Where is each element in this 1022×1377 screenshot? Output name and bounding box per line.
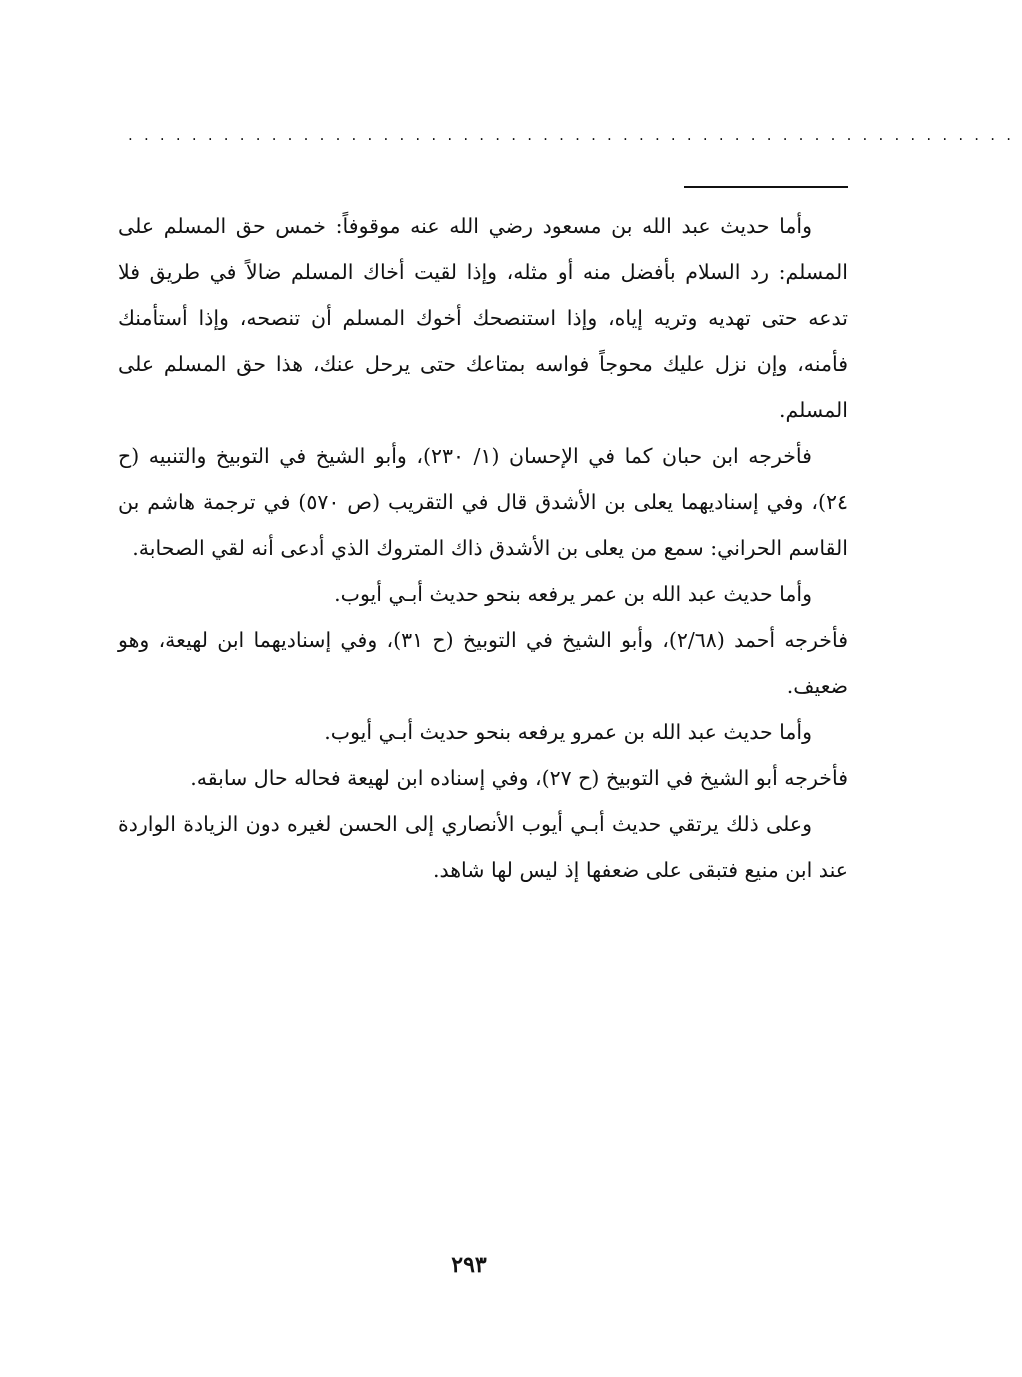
footnote-rule [684,186,848,188]
paragraph-ahmad-takhrij: فأخرجه أحمد (٢/٦٨)، وأبو الشيخ في التوبيخ (ح ٣١)، وفي إسناديهما ابن لهيعة، وهو ضعيف. [118,628,849,698]
body-text [118,203,848,893]
paragraph-abu-al-shaykh-takhrij: فأخرجه أبو الشيخ في التوبيخ (ح ٢٧)، وفي إسناده ابن لهيعة فحاله حال سابقه. [190,766,848,790]
dotted-separator: ........................................................ [128,126,1022,144]
paragraph-ibn-umar: وأما حديث عبد الله بن عمر يرفعه بنحو حديث أبـي أيوب. [334,582,812,606]
paragraph-ibn-amr: وأما حديث عبد الله بن عمرو يرفعه بنحو حديث أبـي أيوب. [324,720,812,744]
paragraph-conclusion: وعلى ذلك يرتقي حديث أبـي أيوب الأنصاري إلى الحسن لغيره دون الزيادة الواردة عند ابن منيع فتبقى على ضعفها إذ ليس لها شاهد. [118,812,848,882]
page-number: ٢٩٣ [451,1252,487,1278]
paragraph-ibn-hibban-takhrij: فأخرجه ابن حبان كما في الإحسان (١/ ٢٣٠)، وأبو الشيخ في التوبيخ والتنبيه (ح ٢٤)، وفي إسناديهما يعلى بن الأشدق قال في التقريب (ص ٥٧٠) في ترجمة هاشم بن القاسم الحراني: سمع من يعلى بن الأشدق ذاك المتروك الذي أدعى أنه لقي الصحابة. [118,444,848,560]
paragraph-ibn-masud: وأما حديث عبد الله بن مسعود رضي الله عنه موقوفاً: خمس حق المسلم على المسلم: رد السلام بأفضل منه أو مثله، وإذا لقيت أخاك المسلم ضالاً في طريق فلا تدعه حتى تهديه وتريه إياه، وإذا استنصحك أخوك المسلم أن تنصحه، وإذا أستأمنك فأمنه، وإن نزل عليك محوجاً فواسه بمتاعك حتى يرحل عنك، هذا حق المسلم على المسلم. [118,214,848,422]
